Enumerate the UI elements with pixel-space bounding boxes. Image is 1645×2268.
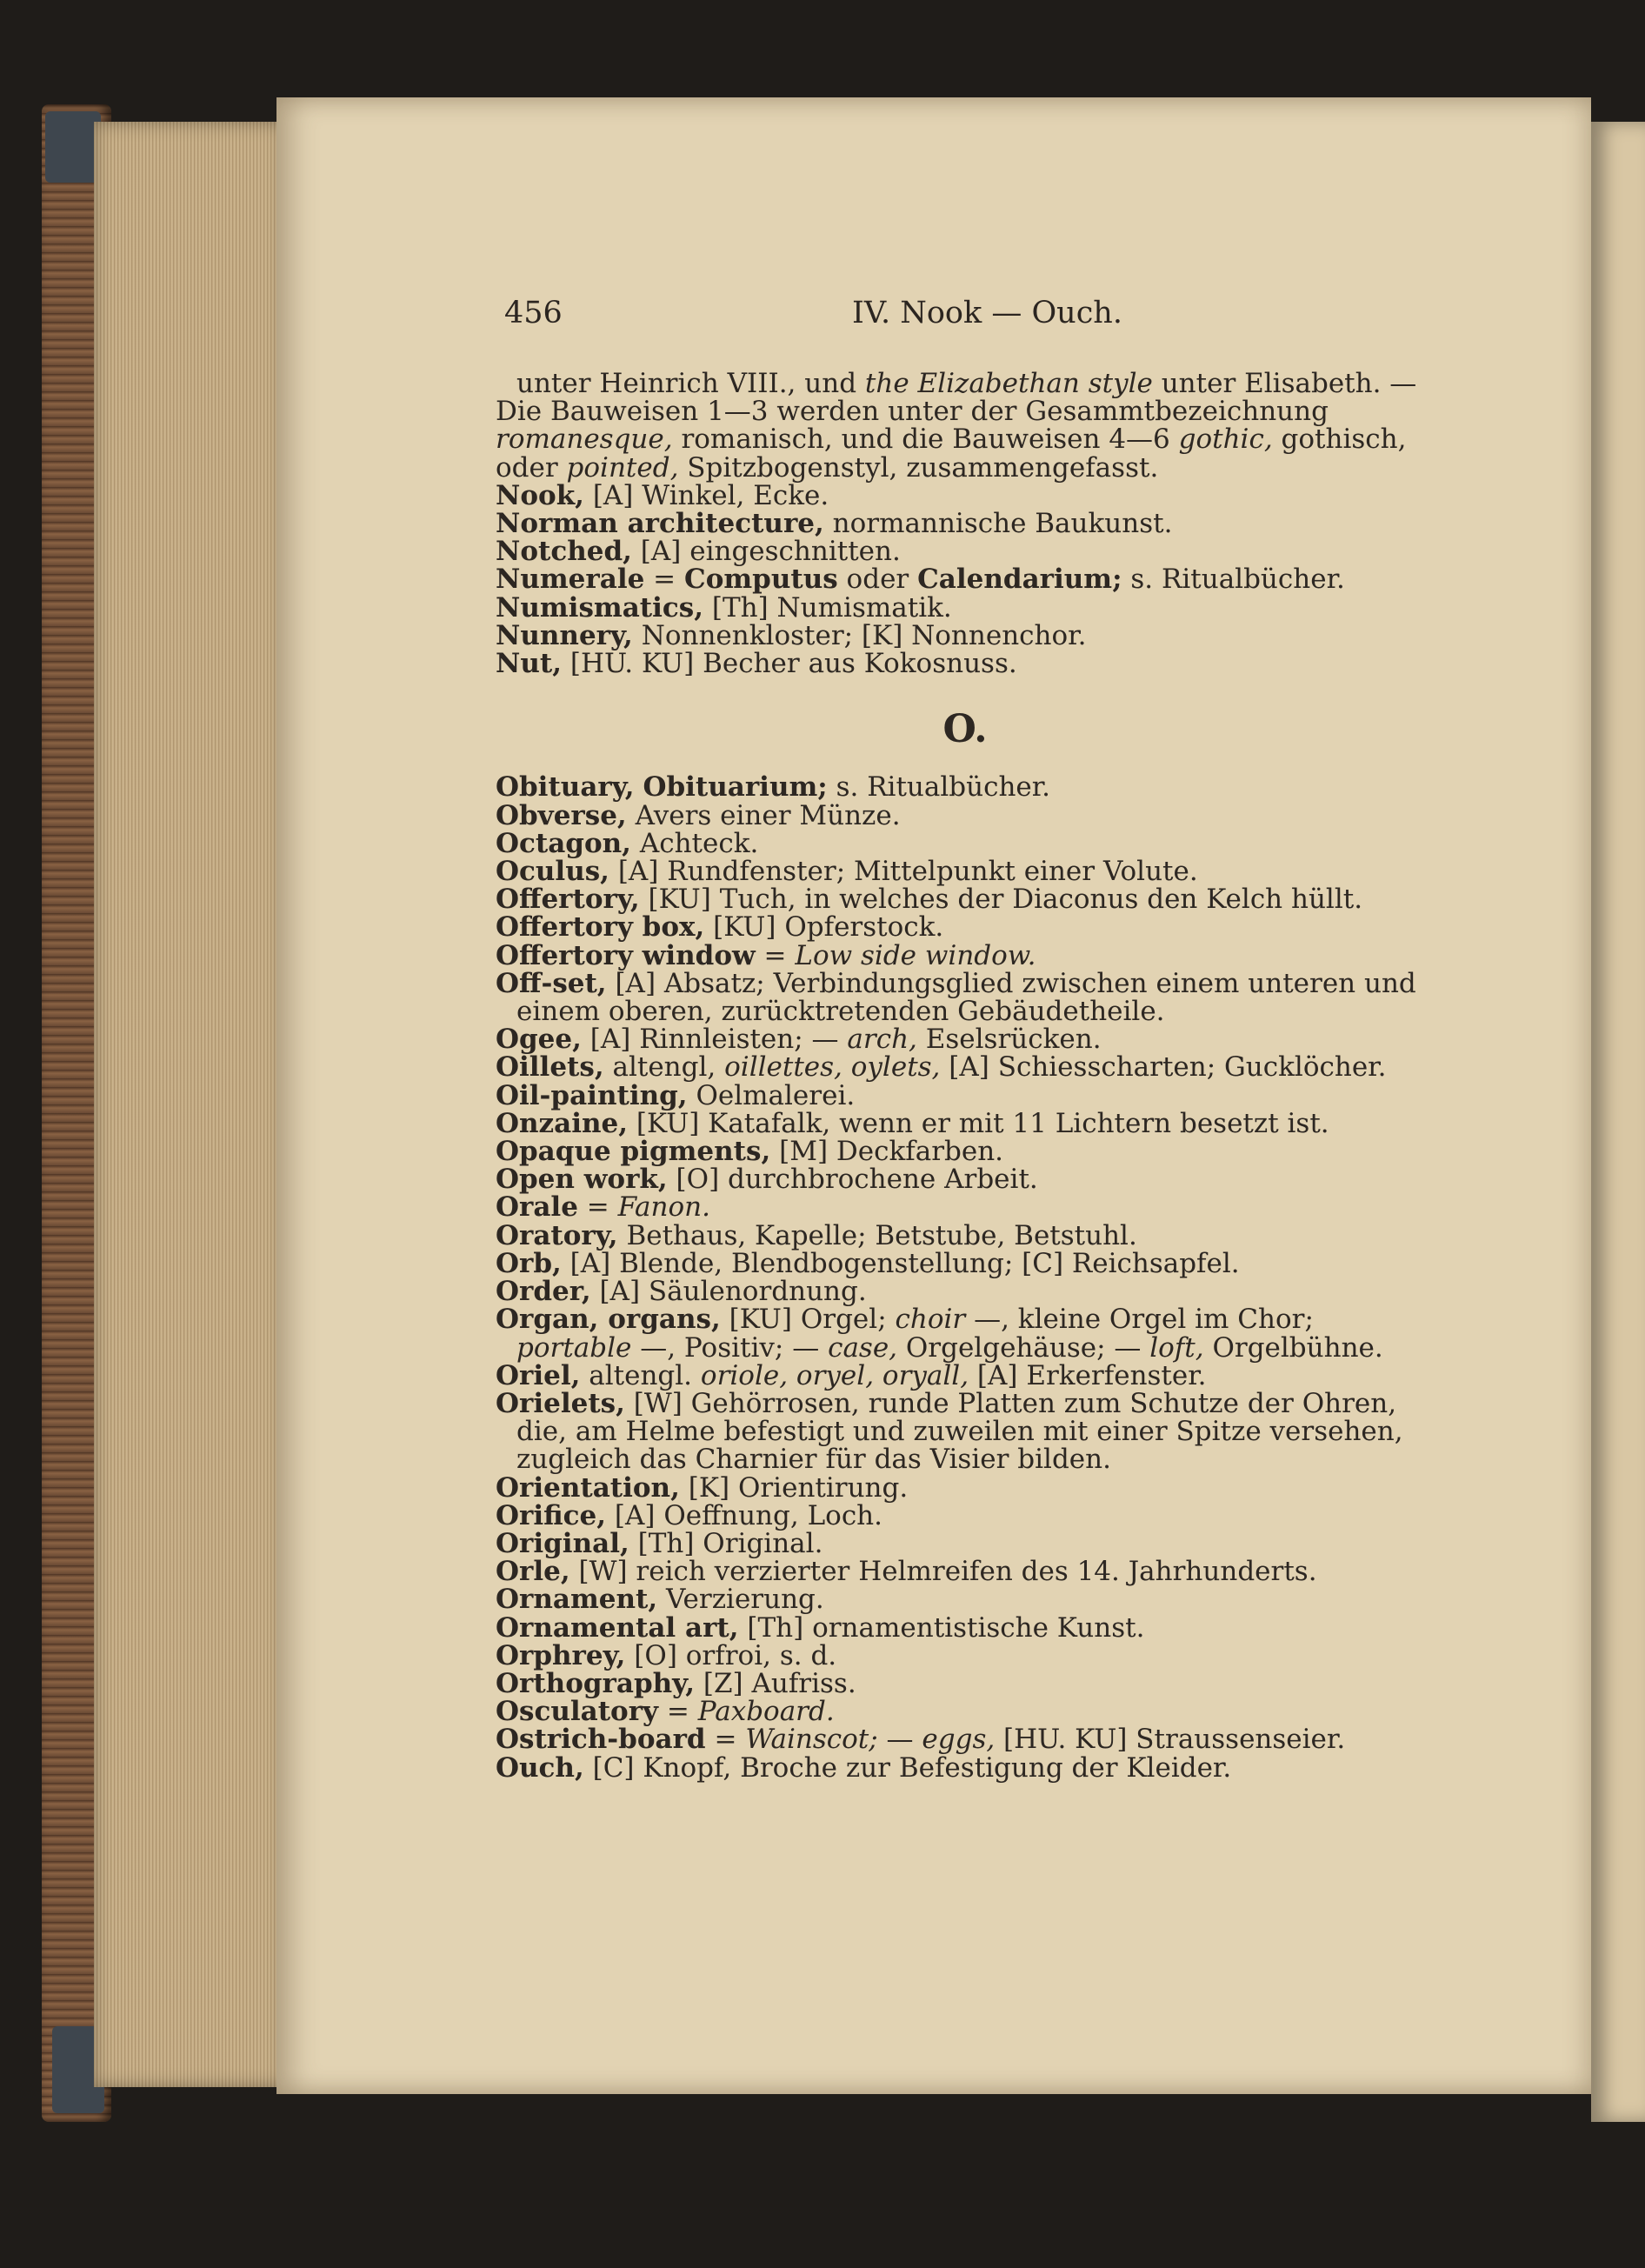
entry-headword: Ostrich-board xyxy=(496,1724,706,1756)
dictionary-entry xyxy=(496,619,1435,651)
italic-term: Low side window. xyxy=(795,939,1036,971)
entry-headword: Onzaine, xyxy=(496,1107,629,1139)
entry-headword: Orle, xyxy=(496,1556,570,1588)
entry-text: — xyxy=(877,1724,922,1756)
entry-headword: Off-set, xyxy=(496,967,607,999)
page-header xyxy=(504,296,1122,339)
entry-headword: Orphrey, xyxy=(496,1639,626,1671)
entry-text: [A] Schiesscharten; Gucklöcher. xyxy=(940,1051,1387,1084)
entry-headword: Nut, xyxy=(496,648,562,680)
italic-term: gothic, xyxy=(1178,424,1273,456)
dictionary-entry xyxy=(496,1276,1435,1308)
entry-text: [KU] Katafalk, wenn er mit 11 Lichtern besetzt ist. xyxy=(628,1107,1329,1139)
entry-text: Avers einer Münze. xyxy=(626,799,901,831)
entry-text: Bethaus, Kapelle; Betstube, Betstuhl. xyxy=(617,1219,1137,1251)
dictionary-entry xyxy=(496,1584,1435,1616)
dictionary-entry xyxy=(496,1247,1435,1279)
entry-text: [M] Deckfarben. xyxy=(770,1136,1004,1168)
entry-headword: Oratory, xyxy=(496,1219,618,1251)
dictionary-entry xyxy=(496,827,1435,859)
entry-text: Orgelgehäuse; — xyxy=(897,1331,1150,1364)
italic-term: romanesque, xyxy=(496,424,673,456)
entry-headword: Orientation, xyxy=(496,1471,680,1504)
entry-headword: Ouch, xyxy=(496,1751,584,1784)
italic-term: pointed, xyxy=(566,451,679,484)
entry-text: [W] reich verzierter Helmreifen des 14. Jahrhunderts. xyxy=(569,1556,1317,1588)
dictionary-entry xyxy=(496,1191,1435,1224)
entry-headword: Oculus, xyxy=(496,856,609,888)
entry-headword: Orifice, xyxy=(496,1499,607,1531)
entry-text: [HU. KU] Becher aus Kokosnuss. xyxy=(562,648,1017,680)
entry-text: = xyxy=(644,564,685,596)
entry-text: = xyxy=(658,1696,698,1728)
entry-headword: Oillets, xyxy=(496,1051,604,1084)
dictionary-entry xyxy=(496,799,1435,831)
dictionary-entry xyxy=(496,1304,1435,1364)
entry-headword: Organ, organs, xyxy=(496,1304,721,1336)
running-head: IV. Nook — Ouch. xyxy=(852,296,1122,330)
entry-headword: Nunnery, xyxy=(496,619,633,651)
entry-headword: Original, xyxy=(496,1527,629,1559)
entry-text: [KU] Opferstock. xyxy=(704,911,944,944)
entry-text: [Th] Numismatik. xyxy=(703,591,952,624)
entry-text: [A] Säulenordnung. xyxy=(590,1276,867,1308)
facing-page-edge xyxy=(1591,122,1645,2122)
entry-text: [A] Winkel, Ecke. xyxy=(583,479,829,511)
dictionary-entry xyxy=(496,1696,1435,1728)
entry-headword: Orale xyxy=(496,1191,578,1224)
italic-term: Paxboard. xyxy=(697,1696,835,1728)
dictionary-entry xyxy=(496,1219,1435,1251)
entry-headword: Obverse, xyxy=(496,799,627,831)
dictionary-entry xyxy=(496,1611,1435,1644)
entry-text: [Th] ornamentistische Kunst. xyxy=(738,1611,1145,1644)
entry-text: altengl. xyxy=(580,1359,701,1391)
entry-headword: Open work, xyxy=(496,1164,668,1196)
entry-headword: Offertory box, xyxy=(496,911,705,944)
entry-text: [O] durchbrochene Arbeit. xyxy=(667,1164,1038,1196)
entry-headword: Opaque pigments, xyxy=(496,1136,771,1168)
dictionary-entry xyxy=(496,648,1435,680)
entry-text: Oelmalerei. xyxy=(687,1079,856,1111)
dictionary-entry xyxy=(496,1556,1435,1588)
entry-text: Verzierung. xyxy=(657,1584,824,1616)
italic-term: eggs, xyxy=(922,1724,996,1756)
dictionary-entry xyxy=(496,856,1435,888)
entry-text: —, Positiv; — xyxy=(631,1331,829,1364)
dictionary-entry xyxy=(496,884,1435,916)
entry-text: Spitzbogenstyl, zusammengefasst. xyxy=(678,451,1159,484)
italic-term: Fanon. xyxy=(617,1191,710,1224)
entry-text: [KU] Orgel; xyxy=(720,1304,896,1336)
entry-text: [HU. KU] Straussenseier. xyxy=(995,1724,1346,1756)
entry-text: [A] Rundfenster; Mittelpunkt einer Volute. xyxy=(609,856,1198,888)
entry-headword: Obituary, xyxy=(496,771,635,804)
latin-term: Obituarium; xyxy=(643,771,828,804)
italic-term: arch, xyxy=(847,1024,917,1056)
entry-headword: Orthography, xyxy=(496,1667,696,1699)
entry-text: Nonnenkloster; [K] Nonnenchor. xyxy=(632,619,1087,651)
italic-term: the Elizabethan style xyxy=(864,368,1153,399)
entry-text: [W] Gehörrosen, runde Platten zum Schutze der Ohren, die, am Helme befestigt und zuweilen mit einer Spitze versehen, zugleich das Charnier für das Visier bilden. xyxy=(516,1387,1403,1476)
italic-term: oillettes, oylets, xyxy=(724,1051,941,1084)
entry-text: s. Ritualbücher. xyxy=(827,771,1051,804)
page-edges xyxy=(94,122,285,2087)
italic-term: Wainscot; xyxy=(745,1724,878,1756)
dictionary-entry xyxy=(496,1387,1435,1476)
dictionary-entry xyxy=(496,1024,1435,1056)
entry-text: [A] Absatz; Verbindungsglied zwischen einem unteren und einem oberen, zurücktretenden Gebäudetheile. xyxy=(516,967,1416,1028)
dictionary-entry xyxy=(496,479,1435,511)
dictionary-entry xyxy=(496,1499,1435,1531)
page-number: 456 xyxy=(504,296,563,330)
entry-headword: Notched, xyxy=(496,536,632,568)
entry-text: romanisch, und die Bauweisen 4—6 xyxy=(672,424,1179,456)
dictionary-entry xyxy=(496,1164,1435,1196)
dictionary-entry xyxy=(496,1107,1435,1139)
entry-headword: Numismatics, xyxy=(496,591,704,624)
entry-text xyxy=(635,771,643,803)
entry-text: unter Elisabeth. — Die Bauweisen 1—3 werden unter der Gesammtbezeichnung xyxy=(496,368,1417,428)
entry-headword: Order, xyxy=(496,1276,591,1308)
entry-text: = xyxy=(755,939,796,971)
entry-text: [A] eingeschnitten. xyxy=(631,536,901,568)
entry-text: [C] Knopf, Broche zur Befestigung der Kleider. xyxy=(583,1751,1232,1784)
dictionary-entry xyxy=(496,564,1435,596)
entry-headword: Oriel, xyxy=(496,1359,581,1391)
entry-text: [A] Blende, Blendbogenstellung; [C] Reichsapfel. xyxy=(561,1247,1240,1279)
entry-text: [O] orfroi, s. d. xyxy=(625,1639,837,1671)
entry-headword: Ornament, xyxy=(496,1584,658,1616)
entry-headword: Offertory window xyxy=(496,939,756,971)
entry-text: Orgelbühne. xyxy=(1203,1331,1383,1364)
entry-text: Eselsrücken. xyxy=(916,1024,1102,1056)
entry-text: [Th] Original. xyxy=(629,1527,823,1559)
entry-text: unter Heinrich VIII., und xyxy=(516,368,865,399)
entry-text: oder xyxy=(837,564,918,596)
entry-text: = xyxy=(577,1191,618,1224)
entry-headword: Ornamental art, xyxy=(496,1611,739,1644)
italic-term: oriole, oryel, oryall, xyxy=(700,1359,969,1391)
entries-o-list xyxy=(496,771,1435,1784)
entry-text: Achteck. xyxy=(630,827,759,859)
dictionary-entry xyxy=(496,591,1435,624)
entry-text: gothisch, oder xyxy=(496,424,1407,484)
entry-headword: Norman architecture, xyxy=(496,508,824,540)
dictionary-entry xyxy=(496,536,1435,568)
entry-headword: Osculatory xyxy=(496,1696,659,1728)
dictionary-entry xyxy=(496,1724,1435,1756)
section-letter-heading: O. xyxy=(942,707,988,752)
dictionary-entry xyxy=(496,1051,1435,1084)
dictionary-entry xyxy=(496,771,1435,804)
entry-text: [Z] Aufriss. xyxy=(695,1667,856,1699)
dictionary-entry xyxy=(496,1751,1435,1784)
dictionary-entry xyxy=(496,967,1435,1028)
italic-term: choir xyxy=(895,1304,966,1336)
latin-term: Computus xyxy=(684,564,838,596)
continuation-paragraph xyxy=(496,370,1435,482)
entry-headword: Oil-painting, xyxy=(496,1079,688,1111)
entry-headword: Numerale xyxy=(496,564,645,596)
entry-text: = xyxy=(705,1724,746,1756)
entry-text: —, kleine Orgel im Chor; xyxy=(965,1304,1314,1336)
entry-text: [A] Rinnleisten; — xyxy=(581,1024,848,1056)
entry-headword: Ogee, xyxy=(496,1024,582,1056)
dictionary-entry xyxy=(496,939,1435,971)
dictionary-entry xyxy=(496,1639,1435,1671)
dictionary-entry xyxy=(496,1667,1435,1699)
italic-term: case, xyxy=(828,1331,898,1364)
entry-text: [KU] Tuch, in welches der Diaconus den Kelch hüllt. xyxy=(639,884,1363,916)
dictionary-entry xyxy=(496,1079,1435,1111)
italic-term: portable xyxy=(516,1331,632,1364)
entry-text: [A] Erkerfenster. xyxy=(969,1359,1207,1391)
dictionary-text xyxy=(496,370,1435,1782)
entry-text: [A] Oeffnung, Loch. xyxy=(606,1499,882,1531)
dictionary-entry xyxy=(496,1471,1435,1504)
dictionary-entry xyxy=(496,508,1435,540)
entry-headword: Offertory, xyxy=(496,884,640,916)
cover-corner-top xyxy=(45,111,101,183)
latin-term: Calendarium; xyxy=(917,564,1122,596)
dictionary-entry xyxy=(496,1359,1435,1391)
entry-text: s. Ritualbücher. xyxy=(1122,564,1345,596)
dictionary-entry xyxy=(496,911,1435,944)
dictionary-entry xyxy=(496,1136,1435,1168)
entry-text: normannische Baukunst. xyxy=(823,508,1173,540)
entry-text: [K] Orientirung. xyxy=(679,1471,909,1504)
entry-headword: Orb, xyxy=(496,1247,562,1279)
italic-term: loft, xyxy=(1149,1331,1204,1364)
entry-headword: Orielets, xyxy=(496,1387,625,1419)
entry-text: altengl, xyxy=(603,1051,725,1084)
entries-n-list xyxy=(496,479,1435,680)
entry-headword: Octagon, xyxy=(496,827,631,859)
dictionary-entry xyxy=(496,1527,1435,1559)
entry-headword: Nook, xyxy=(496,479,584,511)
